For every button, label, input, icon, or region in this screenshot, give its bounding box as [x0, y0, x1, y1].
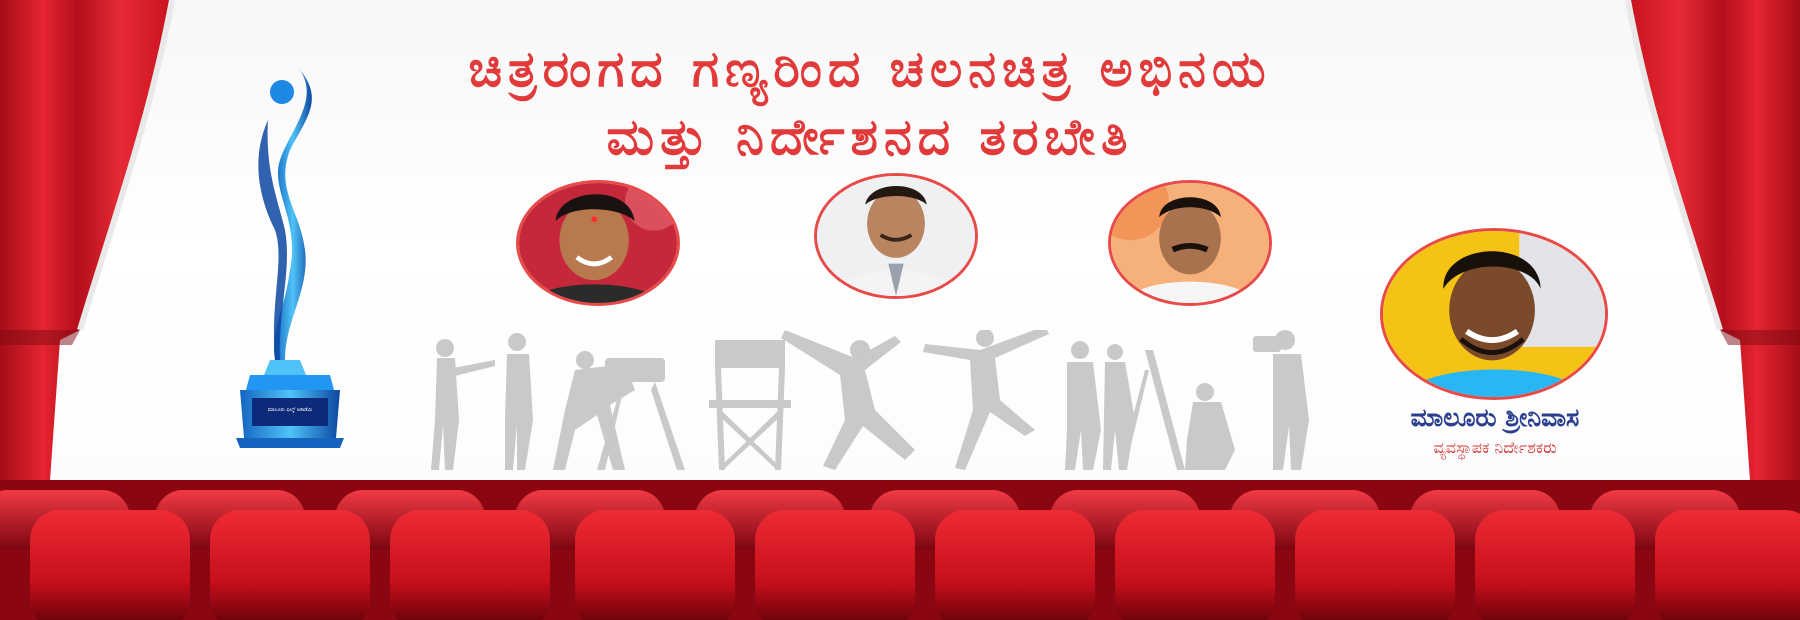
headline-line-2: ಮತ್ತು ನಿರ್ದೇಶನದ ತರಬೇತಿ: [606, 108, 1134, 166]
theater-seat-icon: [1295, 510, 1455, 620]
theater-seat-icon: [1115, 510, 1275, 620]
person-photo-icon: [1111, 183, 1269, 303]
person-photo-icon: [817, 176, 975, 296]
theater-seat-icon: [30, 510, 190, 620]
trophy-icon: [230, 70, 350, 450]
person-photo-icon: [519, 183, 677, 303]
founder-role: ವ್ಯವಸ್ಥಾಪಕ ನಿರ್ದೇಶಕರು: [1433, 438, 1557, 457]
theater-seat-icon: [390, 510, 550, 620]
portrait-1: [516, 180, 680, 306]
portrait-3: [1108, 180, 1272, 306]
theater-seat-icon: [755, 510, 915, 620]
founder-name: ಮಾಲೂರು ಶ್ರೀನಿವಾಸ: [1410, 403, 1580, 432]
theater-seat-icon: [1475, 510, 1635, 620]
theater-seat-icon: [935, 510, 1095, 620]
trophy-plaque-text: ಮಾಲೂರು ಫಿಲ್ಮ್ ಅಕಾಡೆಮಿ: [267, 407, 313, 413]
headline-line-1: ಚಿತ್ರರಂಗದ ಗಣ್ಯರಿಂದ ಚಲನಚಿತ್ರ ಅಭಿನಯ: [468, 40, 1272, 98]
theater-seat-icon: [1655, 510, 1800, 620]
film-crew-silhouettes: [425, 330, 1335, 470]
portrait-founder: [1380, 228, 1608, 400]
person-photo-icon: [1383, 231, 1605, 397]
theater-seat-icon: [210, 510, 370, 620]
theater-seats: [0, 480, 1800, 620]
portrait-2: [814, 173, 978, 299]
theater-seat-icon: [575, 510, 735, 620]
